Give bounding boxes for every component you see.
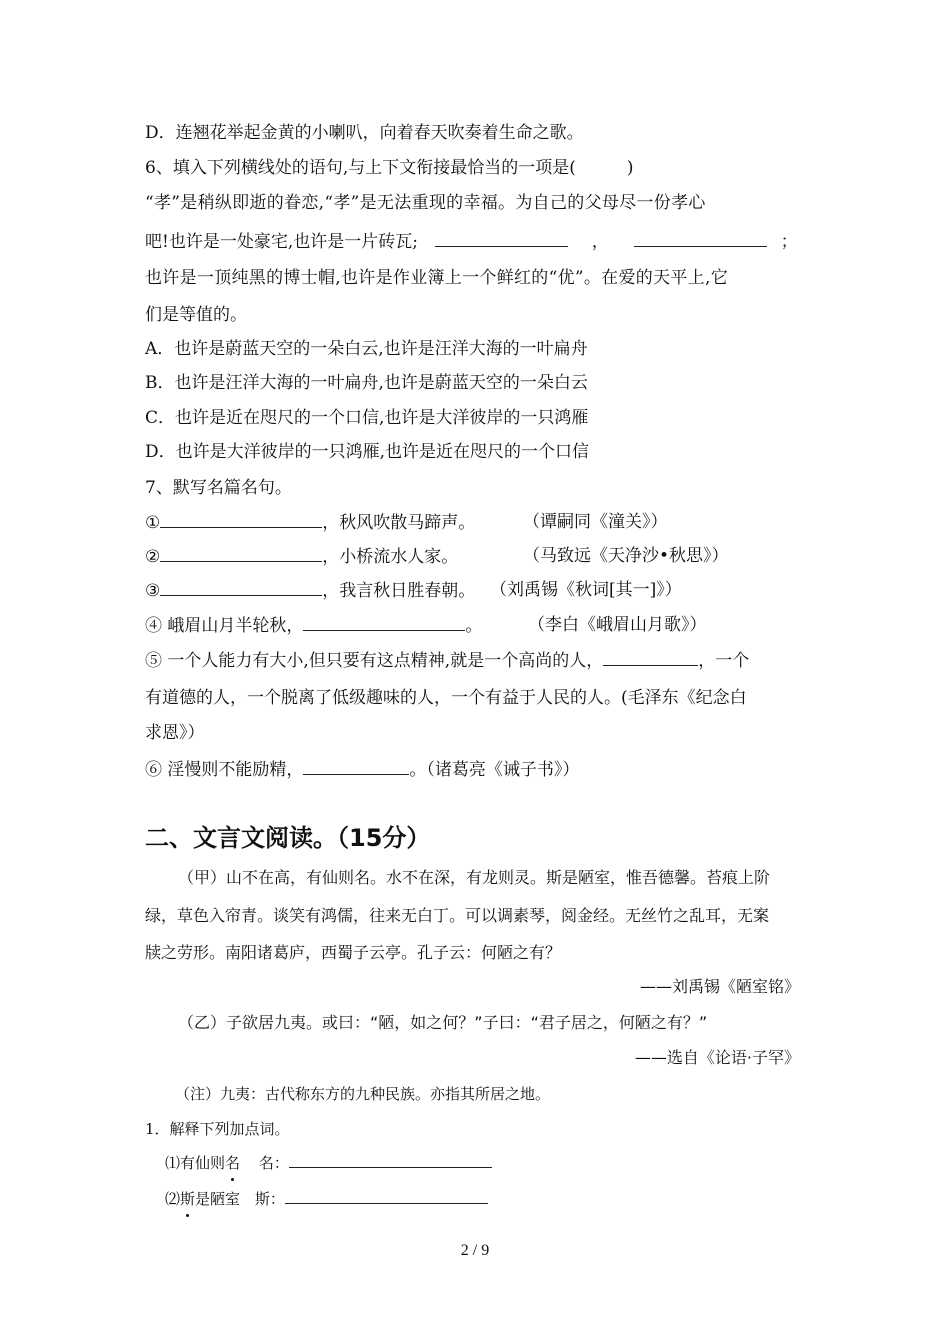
quote-text: ④ 峨眉山月半轮秋， bbox=[145, 616, 304, 636]
item-number: ③ bbox=[145, 581, 161, 601]
quote-source: （刘禹锡《秋词[其一]》） bbox=[490, 580, 682, 600]
q6-passage-line-3: 也许是一顶纯黑的博士帽,也许是作业簿上一个鲜红的“优”。在爱的天平上,它 bbox=[145, 268, 728, 288]
quote-text: ，我言秋日胜春朝。 bbox=[322, 581, 476, 601]
q6-passage-line-4: 们是等值的。 bbox=[145, 305, 247, 325]
answer-blank[interactable] bbox=[160, 578, 322, 596]
answer-blank[interactable] bbox=[634, 229, 767, 247]
quote-text: ，小桥流水人家。 bbox=[322, 547, 459, 567]
dotted-word: 名 bbox=[225, 1151, 240, 1175]
quote-text: 。（诸葛亮《诫子书》） bbox=[409, 760, 580, 780]
item-text: 是陋室 bbox=[195, 1190, 241, 1208]
quote-text: ，一个 bbox=[698, 651, 750, 671]
quote-text: 。 bbox=[465, 616, 483, 636]
q7-line-2 bbox=[145, 544, 729, 569]
item-number: ② bbox=[145, 547, 161, 567]
q7-line-5b: 有道德的人，一个脱离了低级趣味的人，一个有益于人民的人。(毛泽东《纪念白 bbox=[145, 688, 747, 708]
q7-stem: 7、默写名篇名句。 bbox=[145, 478, 292, 498]
q6-stem: 6、填入下列横线处的语句,与上下文衔接最恰当的一项是( ) bbox=[145, 158, 634, 178]
q7-line-5c: 求恩》） bbox=[145, 723, 205, 743]
q7-line-5 bbox=[145, 648, 749, 673]
answer-blank[interactable] bbox=[285, 1188, 488, 1204]
answer-blank[interactable] bbox=[303, 757, 409, 775]
item-label: 名： bbox=[258, 1154, 289, 1172]
answer-blank[interactable] bbox=[435, 229, 568, 247]
page-number: 2 / 9 bbox=[460, 1242, 490, 1259]
passage-jia-source: ——刘禹锡《陋室铭》 bbox=[639, 977, 800, 996]
item-text: ⑴有仙则 bbox=[165, 1154, 226, 1172]
q7-line-4 bbox=[145, 613, 707, 638]
passage-yi-source: ——选自《论语·子罕》 bbox=[634, 1048, 800, 1067]
answer-blank[interactable] bbox=[303, 613, 465, 631]
section-2-title: 二、文言文阅读。（15分） bbox=[145, 824, 431, 852]
quote-source: （马致远《天净沙•秋思》） bbox=[523, 546, 729, 566]
q5-option-d: D．连翘花举起金黄的小喇叭，向着春天吹奏着生命之歌。 bbox=[145, 123, 584, 143]
item-text: ⑵ bbox=[165, 1190, 181, 1208]
answer-blank[interactable] bbox=[289, 1152, 492, 1168]
passage-jia-line-2: 绿，草色入帘青。谈笑有鸿儒，往来无白丁。可以调素琴，阅金经。无丝竹之乱耳，无案 bbox=[145, 906, 770, 925]
quote-text: ⑤ 一个人能力有大小,但只要有这点精神,就是一个高尚的人， bbox=[145, 651, 604, 671]
item-number: ① bbox=[145, 513, 161, 533]
q6-option-c: C．也许是近在咫尺的一个口信,也许是大洋彼岸的一只鸿雁 bbox=[145, 408, 589, 428]
q6-passage-line-1: “孝”是稍纵即逝的眷恋,“孝”是无法重现的幸福。为自己的父母尽一份孝心 bbox=[145, 193, 706, 213]
item-label: 斯： bbox=[254, 1190, 285, 1208]
q6-option-a: A．也许是蔚蓝天空的一朵白云,也许是汪洋大海的一叶扁舟 bbox=[145, 339, 588, 359]
q6-semicolon: ； bbox=[780, 232, 798, 252]
answer-blank[interactable] bbox=[160, 510, 322, 528]
q6-option-b: B．也许是汪洋大海的一叶扁舟,也许是蔚蓝天空的一朵白云 bbox=[145, 373, 588, 393]
q6-passage-text: 吧!也许是一处豪宅,也许是一片砖瓦; bbox=[145, 232, 418, 252]
q7-line-1 bbox=[145, 510, 668, 535]
passage-jia-line-3: 牍之劳形。南阳诸葛庐，西蜀子云亭。孔子云：何陋之有？ bbox=[145, 943, 562, 962]
quote-text: ，秋风吹散马蹄声。 bbox=[322, 513, 476, 533]
answer-blank[interactable] bbox=[160, 544, 322, 562]
passage-yi-line-1: （乙）子欲居九夷。或曰：“陋，如之何？”子曰：“君子居之，何陋之有？” bbox=[178, 1013, 708, 1032]
quote-text: ⑥ 淫慢则不能励精， bbox=[145, 760, 304, 780]
answer-blank[interactable] bbox=[603, 648, 698, 666]
quote-source: （谭嗣同《潼关》） bbox=[523, 512, 668, 532]
dotted-word: 斯 bbox=[180, 1187, 195, 1211]
passage-jia-line-1: （甲）山不在高，有仙则名。水不在深，有龙则灵。斯是陋室，惟吾德馨。苔痕上阶 bbox=[178, 868, 771, 887]
q7-line-3 bbox=[145, 578, 682, 603]
q6-option-d: D．也许是大洋彼岸的一只鸿雁,也许是近在咫尺的一个口信 bbox=[145, 442, 590, 462]
quote-source: （李白《峨眉山月歌》） bbox=[528, 615, 707, 635]
q7-line-6 bbox=[145, 757, 579, 782]
q1-item-2 bbox=[165, 1187, 488, 1211]
annotation-note: （注）九夷：古代称东方的九种民族。亦指其所居之地。 bbox=[175, 1085, 551, 1103]
q6-passage-line-2 bbox=[145, 229, 798, 254]
q1-item-1 bbox=[165, 1151, 492, 1175]
q6-comma: ， bbox=[591, 232, 609, 252]
q1-stem: 1．解释下列加点词。 bbox=[145, 1120, 290, 1138]
